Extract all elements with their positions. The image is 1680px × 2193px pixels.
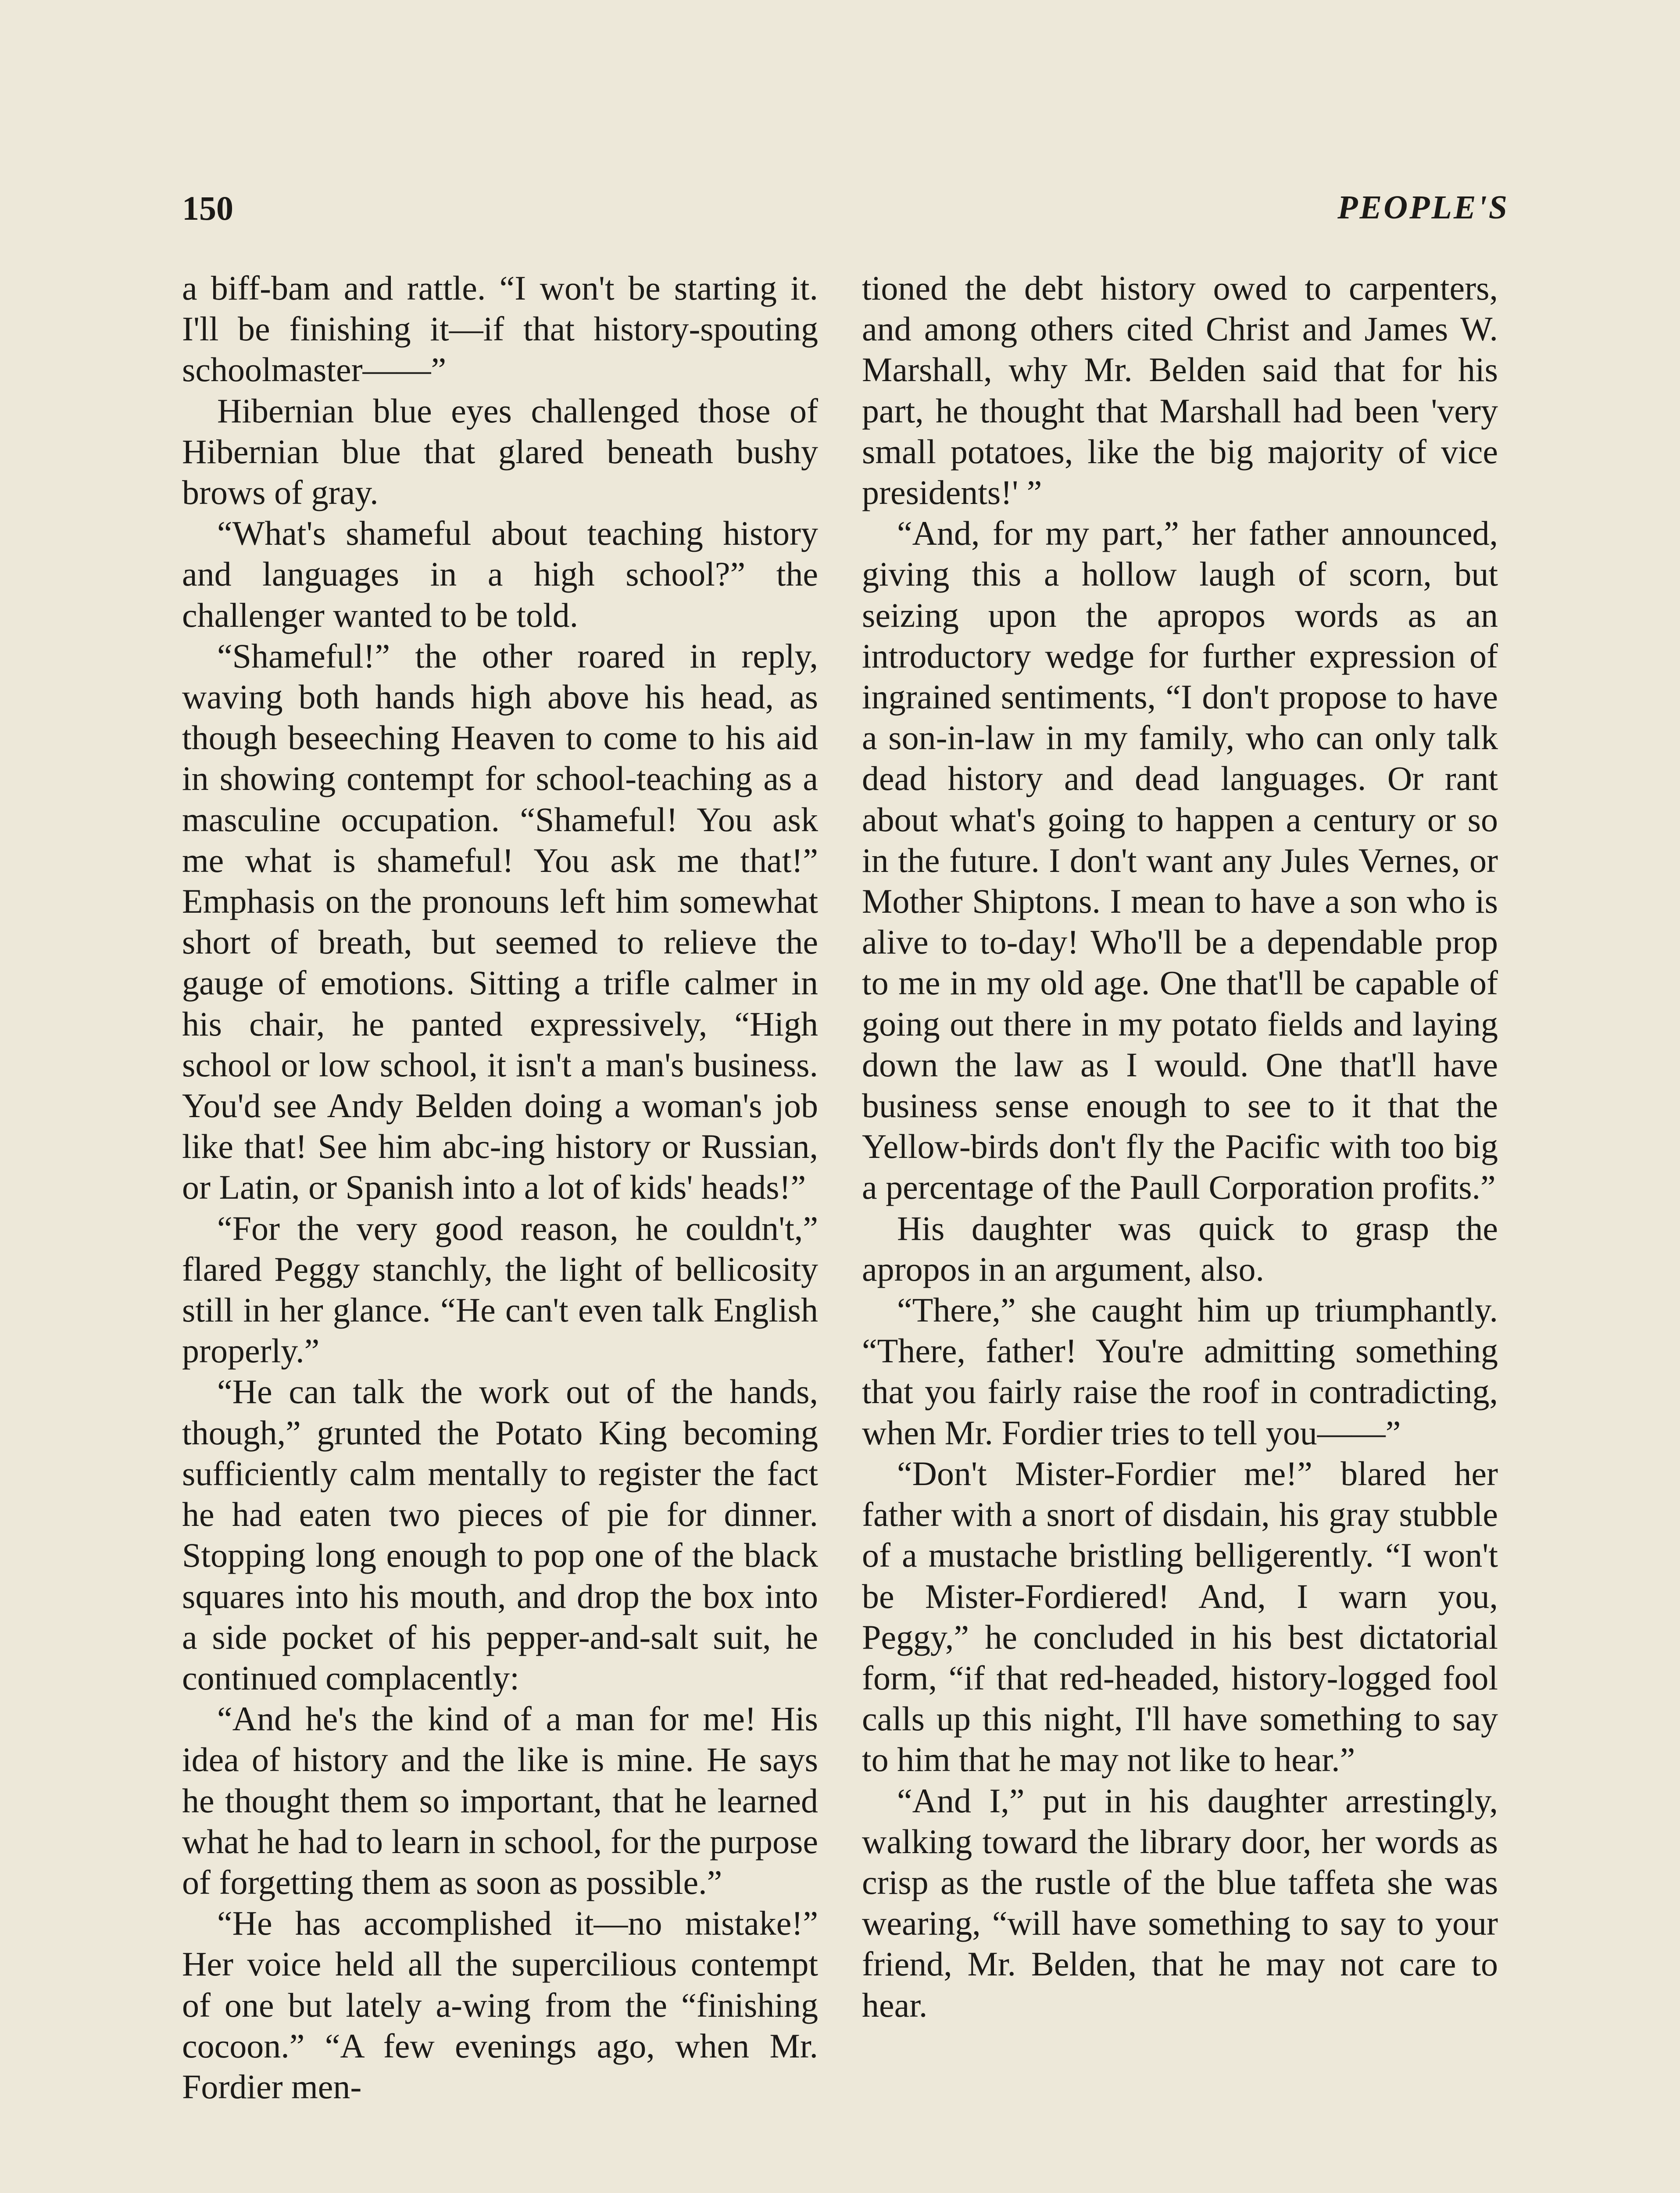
paragraph: Hibernian blue eyes challenged those of Hibernian blue that glared beneath bushy brows of gray. xyxy=(182,391,818,512)
paragraph: “And I,” put in his daughter arrestingly, walking toward the library door, her words as crisp as the rustle of the blue taffeta she was wearing, “will have something to say to your friend, Mr. Belden, that he may not care to hear. xyxy=(862,1781,1498,2024)
paragraph: “For the very good reason, he couldn't,” flared Peggy stanchly, the light of bellicosity still in her glance. “He can't even talk English properly.” xyxy=(182,1209,818,1370)
paragraph: “There,” she caught him up triumphantly. “There, father! You're admitting something that you fairly raise the roof in contradicting, when Mr. Fordier tries to tell you——” xyxy=(862,1291,1498,1452)
paragraph: “Don't Mister-Fordier me!” blared her father with a snort of disdain, his gray stubble of a mustache bristling belligerently. “I won't be Mister-Fordiered! And, I warn you, Peggy,” he concluded in his best dictatorial form, “if that red-headed, history-logged fool calls up this night, I'll have something to say to him that he may not like to hear.” xyxy=(862,1454,1498,1779)
paragraph: “And he's the kind of a man for me! His idea of history and the like is mine. He says he thought them so important, that he learned what he had to learn in school, for the purpose of forgetting them as soon as possible.” xyxy=(182,1700,818,1901)
paragraph: tioned the debt history owed to carpenters, and among others cited Christ and James W. Marshall, why Mr. Belden said that for his part, he thought that Marshall had been 'very small potatoes, like the big majority of vice presidents!' ” xyxy=(862,269,1498,512)
page-header xyxy=(182,189,1509,237)
paragraph: “What's shameful about teaching history and languages in a high school?” the challenger wanted to be told. xyxy=(182,514,818,634)
paragraph: “Shameful!” the other roared in reply, waving both hands high above his head, as though beseeching Heaven to come to his aid in showing contempt for school-teaching as a masculine occupation. “Shameful! You ask me what is shameful! You ask me that!” Emphasis on the pronouns left him somewhat short of breath, but seemed to relieve the gauge of emotions. Sitting a trifle calmer in his chair, he panted expressively, “High school or low school, it isn't a man's business. You'd see Andy Belden doing a woman's job like that! See him abc-ing history or Russian, or Latin, or Spanish into a lot of kids' heads!” xyxy=(182,636,818,1207)
paragraph: “He can talk the work out of the hands, though,” grunted the Potato King becoming sufficiently calm mentally to register the fact he had eaten two pieces of pie for dinner. Stopping long enough to pop one of the black squares into his mouth, and drop the box into a side pocket of his pepper-and-salt suit, he continued complacently: xyxy=(182,1372,818,1697)
page-number: 150 xyxy=(182,189,233,227)
paragraph: His daughter was quick to grasp the apropos in an argument, also. xyxy=(862,1209,1498,1288)
paragraph: a biff-bam and rattle. “I won't be starting it. I'll be finishing it—if that history-spouting schoolmaster——” xyxy=(182,269,818,389)
right-column xyxy=(862,268,1498,2025)
running-head: PEOPLE'S xyxy=(1337,189,1509,226)
paragraph: “And, for my part,” her father announced, giving this a hollow laugh of scorn, but seizing upon the apropos words as an introductory wedge for further expression of ingrained sentiments, “I don't propose to have a son-in-law in my family, who can only talk dead history and dead languages. Or rant about what's going to happen a century or so in the future. I don't want any Jules Vernes, or Mother Shiptons. I mean to have a son who is alive to to-day! Who'll be a dependable prop to me in my old age. One that'll be capable of going out there in my potato fields and laying down the law as I would. One that'll have business sense enough to see to it that the Yellow-birds don't fly the Pacific with too big a percentage of the Paull Corporation profits.” xyxy=(862,514,1498,1207)
paragraph: “He has accomplished it—no mistake!” Her voice held all the supercilious contempt of one but lately a-wing from the “finishing cocoon.” “A few evenings ago, when Mr. Fordier men- xyxy=(182,1904,818,2106)
left-column xyxy=(182,268,818,2107)
